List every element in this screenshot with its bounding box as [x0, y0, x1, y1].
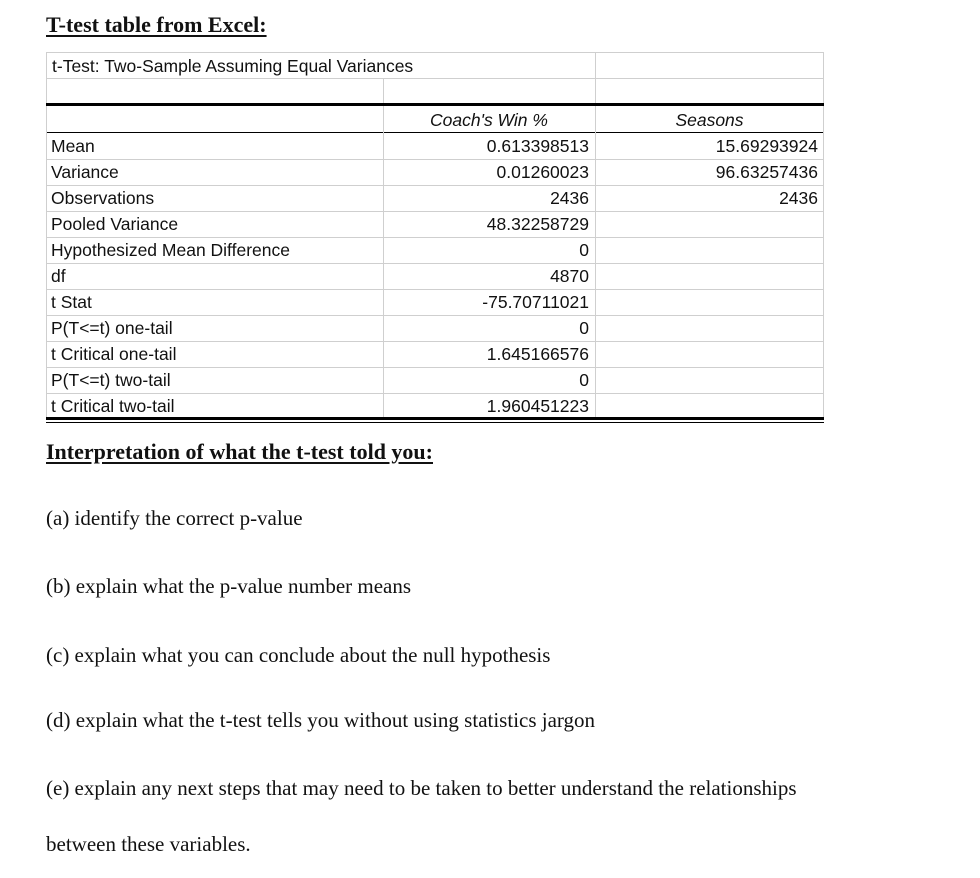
seasons-value — [596, 315, 818, 341]
table-bottom-rule-2 — [46, 422, 824, 423]
column-header-seasons: Seasons — [675, 110, 744, 130]
row-label: t Critical two-tail — [51, 396, 175, 416]
table-heading: T-test table from Excel: — [46, 12, 267, 37]
question-b: (b) explain what the p-value number means — [46, 574, 412, 598]
table-title: t-Test: Two-Sample Assuming Equal Variances — [52, 56, 414, 76]
seasons-value — [596, 263, 818, 289]
column-header-coach-win: Coach's Win % — [430, 110, 548, 130]
row-label: Mean — [51, 136, 95, 156]
row-label: t Critical one-tail — [51, 344, 177, 364]
question-e: (e) explain any next steps that may need to be taken to better understand the relationships — [46, 776, 797, 800]
seasons-value — [596, 237, 818, 263]
row-label: Variance — [51, 162, 119, 182]
question-c: (c) explain what you can conclude about the null hypothesis — [46, 643, 551, 667]
row-label: df — [51, 266, 66, 286]
coach-win-value: 0 — [579, 240, 589, 260]
row-label: Hypothesized Mean Difference — [51, 240, 290, 260]
row-label: Observations — [51, 188, 155, 208]
question-d: (d) explain what the t-test tells you without using statistics jargon — [46, 708, 596, 732]
question-e-continued: between these variables. — [46, 832, 251, 856]
seasons-value: 2436 — [779, 188, 818, 208]
coach-win-value: 0.01260023 — [496, 162, 589, 182]
seasons-value — [596, 367, 818, 393]
seasons-value: 15.69293924 — [715, 136, 818, 156]
question-a: (a) identify the correct p-value — [46, 506, 303, 530]
coach-win-value: 48.32258729 — [486, 214, 589, 234]
seasons-value — [596, 289, 818, 315]
seasons-value — [596, 341, 818, 367]
table-top-rule — [46, 103, 824, 106]
row-label: t Stat — [51, 292, 92, 312]
coach-win-value: 1.960451223 — [486, 396, 589, 416]
coach-win-value: 0 — [579, 318, 589, 338]
row-label: P(T<=t) two-tail — [51, 370, 171, 390]
coach-win-value: 4870 — [550, 266, 589, 286]
coach-win-value: 1.645166576 — [486, 344, 589, 364]
coach-win-value: 0.613398513 — [486, 136, 589, 156]
coach-win-value: -75.70711021 — [482, 292, 589, 312]
interpretation-heading: Interpretation of what the t-test told you: — [46, 439, 433, 464]
seasons-value — [596, 211, 818, 237]
coach-win-value: 2436 — [550, 188, 589, 208]
coach-win-value: 0 — [579, 370, 589, 390]
row-label: P(T<=t) one-tail — [51, 318, 173, 338]
seasons-value: 96.63257436 — [715, 162, 818, 182]
table-bottom-rule — [46, 417, 824, 420]
seasons-value — [596, 393, 818, 419]
row-label: Pooled Variance — [51, 214, 179, 234]
